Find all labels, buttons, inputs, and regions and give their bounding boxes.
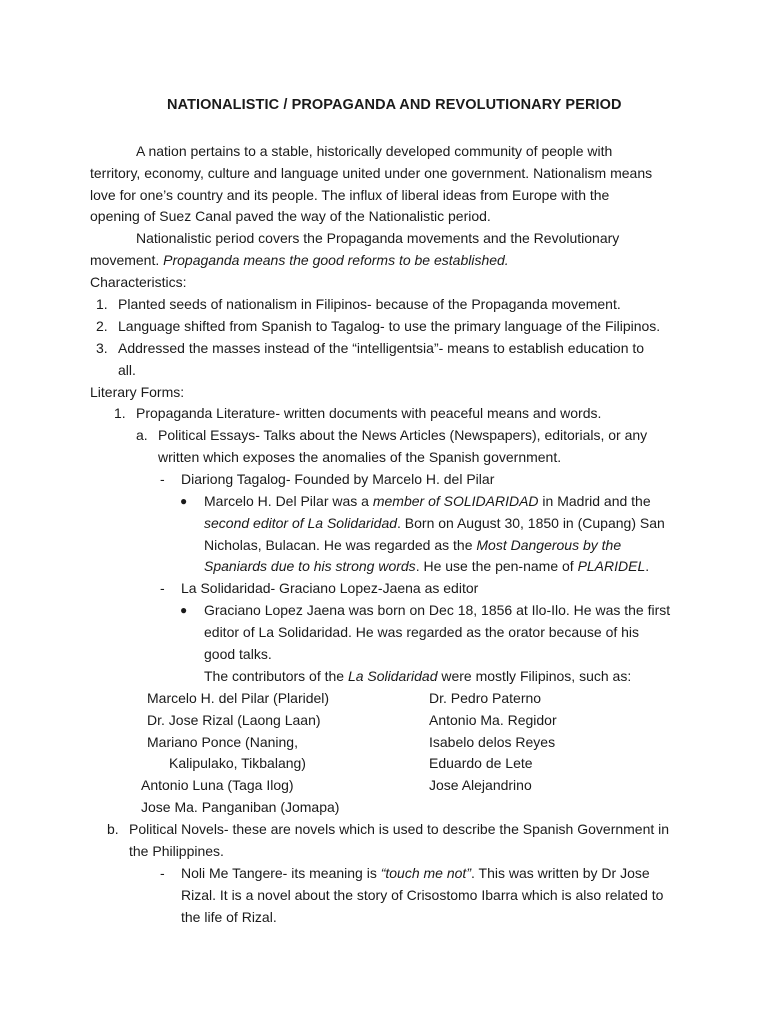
- literary-subitem-continued: written which exposes the anomalies of the Spanish government.: [158, 449, 562, 465]
- text-run: . This was written by Dr Jose: [470, 865, 650, 881]
- italic-run: La Solidaridad: [347, 668, 438, 684]
- text-run: . He use the pen-name of: [415, 558, 578, 574]
- intro-line: [90, 251, 509, 269]
- text-run: . Born on August 30, 1850 in (Cupang) San: [397, 515, 665, 531]
- noli-line: Rizal. It is a novel about the story of Crisostomo Ibarra which is also related to: [181, 887, 664, 903]
- contributor-name: Jose Alejandrino: [429, 777, 532, 793]
- contributor-name: Jose Ma. Panganiban (Jomapa): [141, 799, 340, 815]
- italic-run: Most Dangerous by the: [476, 537, 622, 553]
- contributor-name: Antonio Luna (Taga Ilog): [141, 777, 294, 793]
- page-title: NATIONALISTIC / PROPAGANDA AND REVOLUTIONARY PERIOD: [167, 97, 622, 113]
- list-number: 3.: [96, 340, 108, 356]
- bullet-icon: ●: [180, 603, 188, 617]
- marcelo-line: [204, 557, 649, 575]
- list-letter: a.: [136, 427, 148, 443]
- intro-line: Nationalistic period covers the Propaganda movements and the Revolutionary: [136, 230, 620, 246]
- graciano-line: editor of La Solidaridad. He was regarded as the orator because of his: [204, 624, 640, 640]
- characteristic-item-continued: all.: [118, 362, 136, 378]
- text-run: Nicholas, Bulacan. He was regarded as the: [204, 537, 477, 553]
- characteristic-item: Planted seeds of nationalism in Filipinos- because of the Propaganda movement.: [118, 296, 621, 312]
- contributor-name: Dr. Pedro Paterno: [429, 690, 542, 706]
- contributor-name: Isabelo delos Reyes: [429, 734, 556, 750]
- graciano-line: good talks.: [204, 646, 272, 662]
- literary-subitem-continued: the Philippines.: [129, 843, 224, 859]
- dash-marker: -: [160, 580, 165, 596]
- contributors-intro: [204, 667, 631, 685]
- contributor-name: Dr. Jose Rizal (Laong Laan): [147, 712, 321, 728]
- marcelo-line: [204, 536, 621, 554]
- text-run: were mostly Filipinos, such as:: [437, 668, 632, 684]
- list-number: 1.: [114, 405, 126, 421]
- characteristic-item: Addressed the masses instead of the “intelligentsia”- means to establish education to: [118, 340, 645, 356]
- italic-run: “touch me not”: [380, 865, 471, 881]
- intro-italic-text: Propaganda means the good reforms to be established.: [163, 252, 509, 268]
- graciano-line: Graciano Lopez Jaena was born on Dec 18, 1856 at Ilo-Ilo. He was the first: [204, 602, 671, 618]
- characteristics-heading: Characteristics:: [90, 274, 187, 290]
- text-run: .: [645, 558, 650, 574]
- text-run: Noli Me Tangere- its meaning is: [181, 865, 381, 881]
- noli-line: [181, 864, 650, 882]
- diariong-tagalog-item: Diariong Tagalog- Founded by Marcelo H. del Pilar: [181, 471, 495, 487]
- text-run: in Madrid and the: [538, 493, 651, 509]
- list-number: 1.: [96, 296, 108, 312]
- text-run: Marcelo H. Del Pilar was a: [204, 493, 373, 509]
- noli-line: the life of Rizal.: [181, 909, 277, 925]
- literary-subitem: Political Novels- these are novels which is used to describe the Spanish Government in: [129, 821, 670, 837]
- text-run: The contributors of the: [204, 668, 348, 684]
- intro-line: love for one’s country and its people. The influx of liberal ideas from Europe with the: [90, 187, 610, 203]
- literary-forms-heading: Literary Forms:: [90, 384, 185, 400]
- intro-line: opening of Suez Canal paved the way of the Nationalistic period.: [90, 208, 491, 224]
- dash-marker: -: [160, 865, 165, 881]
- italic-run: member of SOLIDARIDAD: [372, 493, 539, 509]
- contributor-name: Eduardo de Lete: [429, 755, 533, 771]
- italic-run: Spaniards due to his strong words: [204, 558, 416, 574]
- contributor-name: Mariano Ponce (Naning,: [147, 734, 298, 750]
- intro-text: movement.: [90, 252, 164, 268]
- intro-line: A nation pertains to a stable, historically developed community of people with: [136, 143, 613, 159]
- list-letter: b.: [107, 821, 119, 837]
- bullet-icon: ●: [180, 494, 188, 508]
- list-number: 2.: [96, 318, 108, 334]
- contributor-name: Kalipulako, Tikbalang): [169, 755, 306, 771]
- literary-subitem: Political Essays- Talks about the News Articles (Newspapers), editorials, or any: [158, 427, 648, 443]
- italic-run: second editor of La Solidaridad: [204, 515, 398, 531]
- contributor-name: Antonio Ma. Regidor: [429, 712, 557, 728]
- la-solidaridad-item: La Solidaridad- Graciano Lopez-Jaena as editor: [181, 580, 479, 596]
- marcelo-line: [204, 514, 665, 532]
- marcelo-line: [204, 492, 651, 510]
- italic-run: PLARIDEL: [577, 558, 646, 574]
- contributor-name: Marcelo H. del Pilar (Plaridel): [147, 690, 330, 706]
- characteristic-item: Language shifted from Spanish to Tagalog- to use the primary language of the Filipinos.: [118, 318, 661, 334]
- intro-line: territory, economy, culture and language united under one government. Nationalism means: [90, 165, 653, 181]
- dash-marker: -: [160, 471, 165, 487]
- literary-item: Propaganda Literature- written documents with peaceful means and words.: [136, 405, 602, 421]
